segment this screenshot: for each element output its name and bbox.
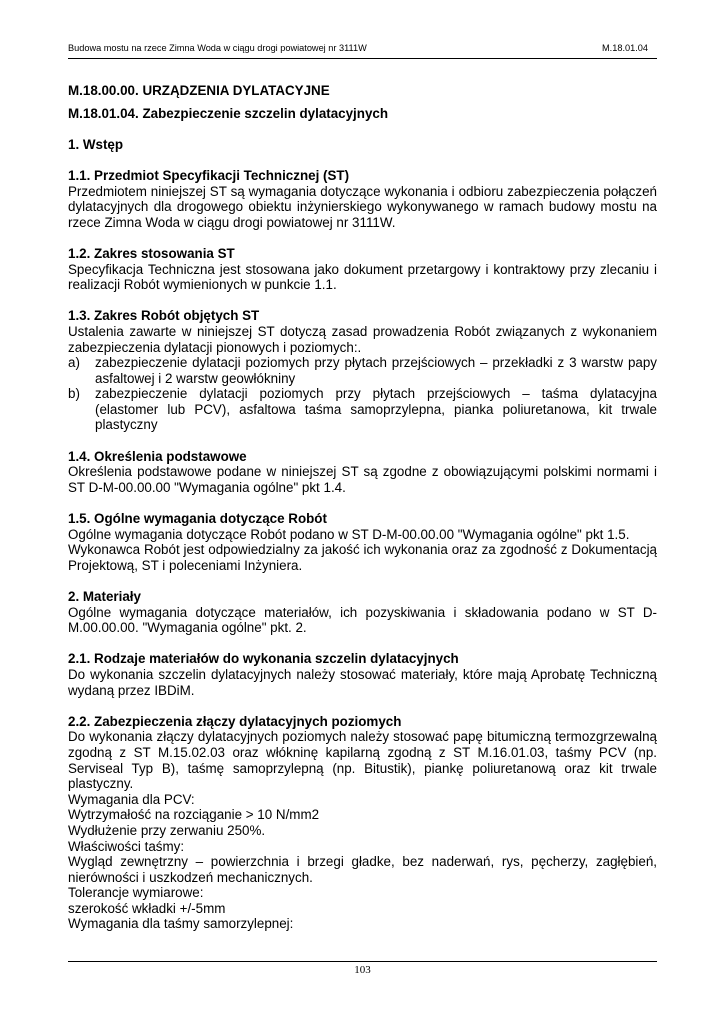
section-2-1-text: Do wykonania szczelin dylatacyjnych należy stosować materiały, które mają Aprobatę Techniczną wydaną przez IBDiM.	[68, 666, 657, 698]
section-2-2-heading: 2.2. Zabezpieczenia złączy dylatacyjnych poziomych	[68, 713, 402, 729]
appearance-line: Wygląd zewnętrzny – powierzchnia i brzegi gładke, bez naderwań, rys, pęcherzy, zagłębień, nierówności i uszkodzeń mechanicznych.	[68, 854, 657, 885]
document-body	[68, 83, 657, 932]
section-1-1-text: Przedmiotem niniejszej ST są wymagania dotyczące wykonania i odbioru zabezpieczenia połączeń dylatacyjnych dla drogowego obiektu inżynierskiego wykonywanego w ramach budowy mostu na rzece Zimna Woda w ciągu drogi powiatowej nr 3111W.	[68, 183, 657, 230]
section-2-2-text: Do wykonania złączy dylatacyjnych poziomych należy stosować papę bitumiczną termozgrzewalną zgodną z ST M.15.02.03 oraz włókninę kapilarną zgodną z ST M.16.01.03, taśmy PCV (np. Serviseal Typ B), taśmę samoprzylepną (np. Bitustik), piankę poliuretanową oraz kit trwale plastyczny.	[68, 729, 657, 792]
chapter-title: M.18.00.00. URZĄDZENIA DYLATACYJNE	[68, 83, 330, 98]
pcv-requirements-label: Wymagania dla PCV:	[68, 791, 195, 807]
section-2-1-heading: 2.1. Rodzaje materiałów do wykonania szczelin dylatacyjnych	[68, 651, 459, 667]
section-1-3-heading: 1.3. Zakres Robót objętych ST	[68, 308, 260, 324]
section-1-2-text: Specyfikacja Techniczna jest stosowana jako dokument przetargowy i kontraktowy przy zlecaniu i realizacji Robót wymienionych w punkcie 1.1.	[68, 261, 657, 293]
document-page	[68, 0, 657, 1024]
tape-properties-label: Właściwości taśmy:	[68, 838, 185, 854]
header-title: Budowa mostu na rzece Zimna Woda w ciągu drogi powiatowej nr 3111W	[68, 43, 367, 53]
spec-title: M.18.01.04. Zabezpieczenie szczelin dylatacyjnych	[68, 105, 389, 121]
page-number: 103	[354, 964, 371, 976]
section-2-heading: 2. Materiały	[68, 589, 141, 604]
section-1-5-text-1: Ogólne wymagania dotyczące Robót podano w ST D-M-00.00.00 "Wymagania ogólne" pkt 1.5.	[68, 526, 630, 542]
list-item	[68, 386, 657, 433]
list-marker: a)	[68, 355, 80, 371]
section-1-2-heading: 1.2. Zakres stosowania ST	[68, 245, 235, 261]
section-1-1-heading: 1.1. Przedmiot Specyfikacji Technicznej (ST)	[68, 167, 350, 183]
tolerances-label: Tolerancje wymiarowe:	[68, 885, 204, 901]
header-code: M.18.01.04	[602, 43, 648, 53]
list-item	[68, 355, 657, 386]
list-marker: b)	[68, 386, 80, 402]
tensile-strength-line: Wytrzymałość na rozciąganie > 10 N/mm2	[68, 807, 320, 823]
section-1-heading: 1. Wstęp	[68, 136, 124, 152]
section-1-4-text: Określenia podstawowe podane w niniejszej ST są zgodne z obowiązującymi polskimi normami i ST D-M-00.00.00 "Wymagania ogólne" pkt 1.4.	[68, 464, 657, 495]
footer-divider	[68, 961, 657, 962]
section-2-text: Ogólne wymagania dotyczące materiałów, ich pozyskiwania i składowania podano w ST D-M.00.00.00. "Wymagania ogólne" pkt. 2.	[68, 604, 657, 636]
adhesive-tape-requirements-label: Wymagania dla taśmy samorzylepnej:	[68, 916, 294, 932]
insert-width-line: szerokość wkładki +/-5mm	[68, 900, 226, 916]
section-1-3-text: Ustalenia zawarte w niniejszej ST dotyczą zasad prowadzenia Robót związanych z wykonaniem zabezpieczenia dylatacji pionowych i poziomych:.	[68, 323, 657, 355]
section-1-4-heading: 1.4. Określenia podstawowe	[68, 448, 247, 464]
list-item-text: zabezpieczenie dylatacji poziomych przy płytach przejściowych – taśma dylatacyjna (elastomer lub PCV), asfaltowa taśma samoprzylepna, pianka poliuretanowa, kit trwale plastyczny	[95, 386, 657, 433]
list-item-text: zabezpieczenie dylatacji poziomych przy płytach przejściowych – przekładki z 3 warstw papy asfaltowej i 2 warstw geowłókniny	[95, 355, 657, 386]
elongation-line: Wydłużenie przy zerwaniu 250%.	[68, 822, 266, 838]
header-divider	[68, 58, 657, 59]
section-1-5-text-2: Wykonawca Robót jest odpowiedzialny za jakość ich wykonania oraz za zgodność z Dokumentacją Projektową, ST i poleceniami Inżyniera.	[68, 542, 657, 573]
section-1-5-heading: 1.5. Ogólne wymagania dotyczące Robót	[68, 511, 327, 527]
